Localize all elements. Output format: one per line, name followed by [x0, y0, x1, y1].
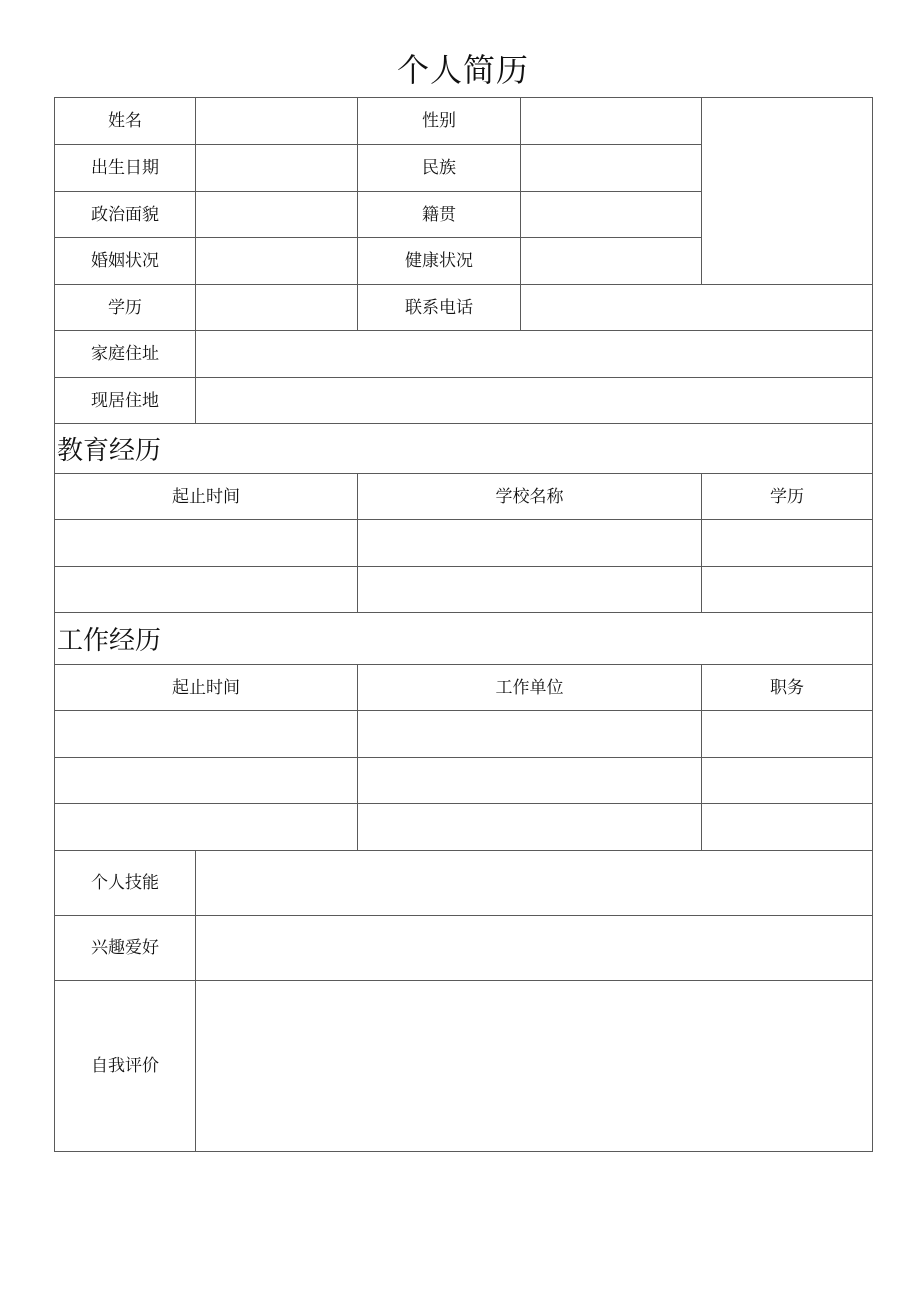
table-row: [55, 711, 873, 758]
hometown-label: 籍贯: [358, 192, 521, 238]
education-school-field[interactable]: [358, 567, 702, 613]
work-period-field[interactable]: [55, 758, 358, 804]
marital-status-field[interactable]: [196, 238, 358, 285]
marital-status-label: 婚姻状况: [55, 238, 196, 285]
education-level-label: 学历: [55, 285, 196, 331]
work-position-field[interactable]: [702, 711, 873, 758]
work-position-field[interactable]: [702, 804, 873, 851]
resume-table: [54, 97, 873, 1152]
education-col-degree: 学历: [702, 474, 873, 520]
work-col-position: 职务: [702, 665, 873, 711]
current-address-field[interactable]: [196, 378, 873, 424]
hobbies-field[interactable]: [196, 916, 873, 981]
education-col-school: 学校名称: [358, 474, 702, 520]
skills-label: 个人技能: [55, 851, 196, 916]
table-row: [55, 567, 873, 613]
work-company-field[interactable]: [358, 758, 702, 804]
health-status-label: 健康状况: [358, 238, 521, 285]
gender-label: 性别: [358, 98, 521, 145]
education-col-period: 起止时间: [55, 474, 358, 520]
current-address-label: 现居住地: [55, 378, 196, 424]
political-status-field[interactable]: [196, 192, 358, 238]
education-degree-field[interactable]: [702, 567, 873, 613]
table-row: [55, 758, 873, 804]
work-position-field[interactable]: [702, 758, 873, 804]
self-evaluation-label: 自我评价: [55, 981, 196, 1152]
education-level-field[interactable]: [196, 285, 358, 331]
work-period-field[interactable]: [55, 804, 358, 851]
work-company-field[interactable]: [358, 804, 702, 851]
phone-field[interactable]: [521, 285, 873, 331]
political-status-label: 政治面貌: [55, 192, 196, 238]
ethnicity-label: 民族: [358, 145, 521, 192]
work-period-field[interactable]: [55, 711, 358, 758]
birth-date-label: 出生日期: [55, 145, 196, 192]
education-period-field[interactable]: [55, 520, 358, 567]
ethnicity-field[interactable]: [521, 145, 702, 192]
education-period-field[interactable]: [55, 567, 358, 613]
education-heading: 教育经历: [55, 424, 873, 474]
table-row: [55, 520, 873, 567]
health-status-field[interactable]: [521, 238, 702, 285]
work-col-period: 起止时间: [55, 665, 358, 711]
home-address-label: 家庭住址: [55, 331, 196, 378]
skills-field[interactable]: [196, 851, 873, 916]
self-evaluation-field[interactable]: [196, 981, 873, 1152]
work-company-field[interactable]: [358, 711, 702, 758]
name-field[interactable]: [196, 98, 358, 145]
education-degree-field[interactable]: [702, 520, 873, 567]
table-row: [55, 804, 873, 851]
education-school-field[interactable]: [358, 520, 702, 567]
page-title: 个人简历: [396, 51, 529, 89]
work-col-company: 工作单位: [358, 665, 702, 711]
work-heading: 工作经历: [55, 613, 873, 665]
hometown-field[interactable]: [521, 192, 702, 238]
gender-field[interactable]: [521, 98, 702, 145]
home-address-field[interactable]: [196, 331, 873, 378]
birth-date-field[interactable]: [196, 145, 358, 192]
phone-label: 联系电话: [358, 285, 521, 331]
hobbies-label: 兴趣爱好: [55, 916, 196, 981]
name-label: 姓名: [55, 98, 196, 145]
photo-area[interactable]: [702, 98, 873, 285]
